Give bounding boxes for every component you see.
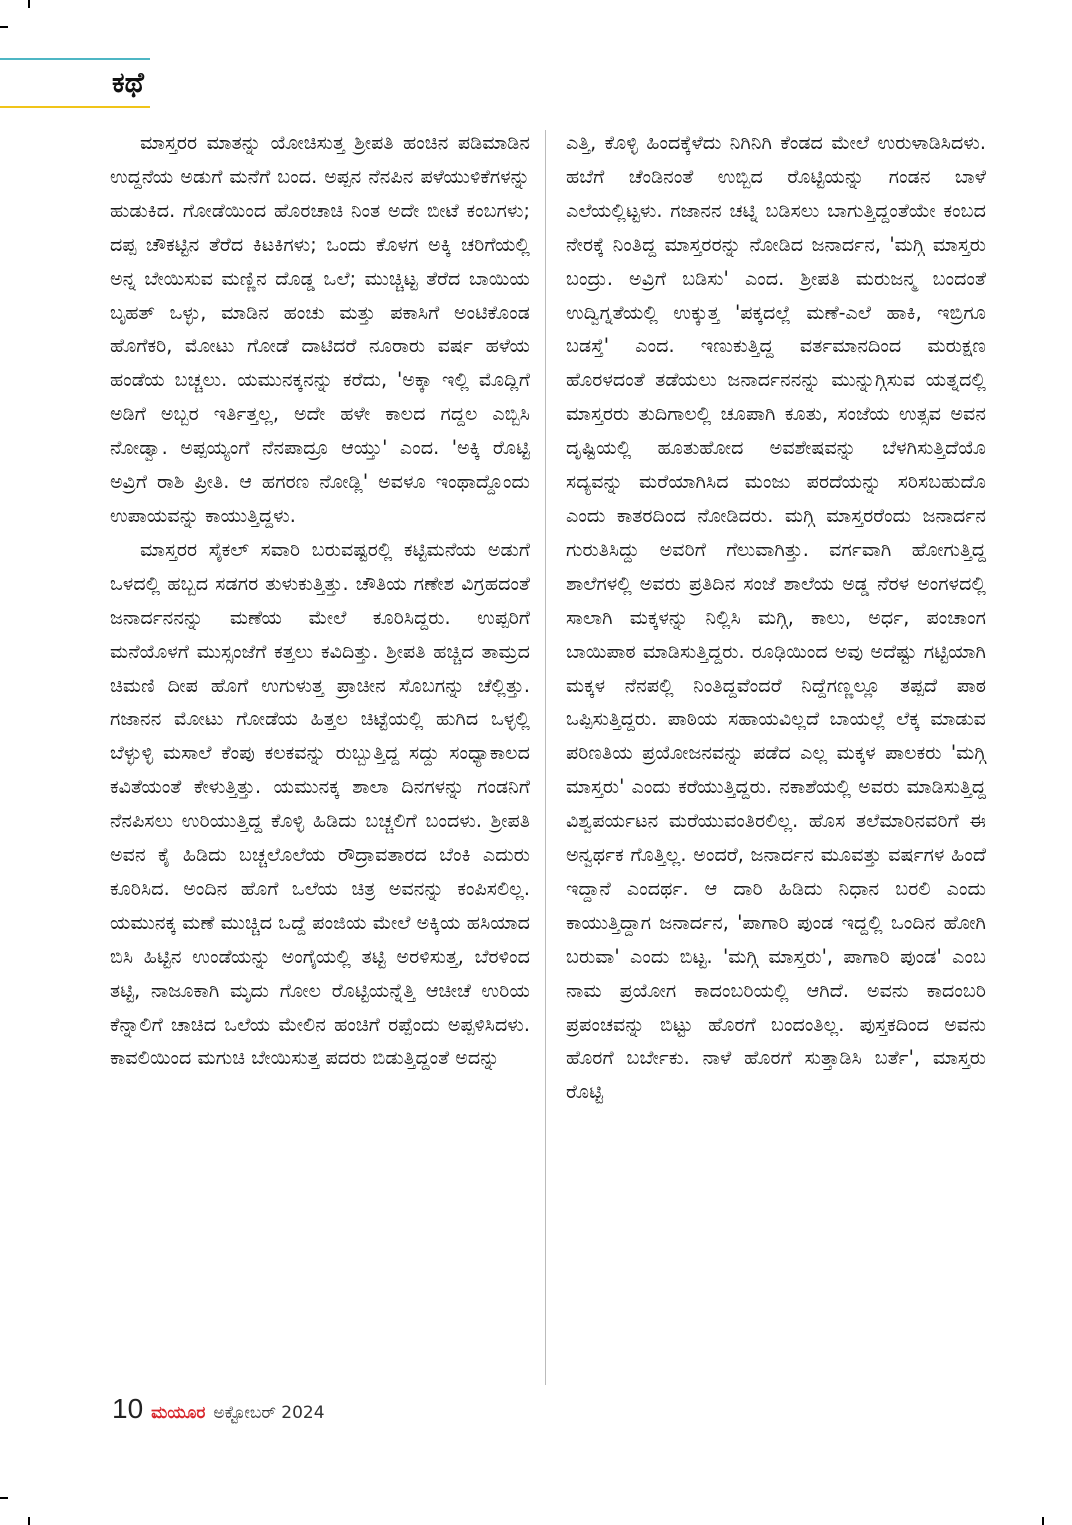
issue-date: ಅಕ್ಟೋಬರ್ 2024 bbox=[213, 1403, 325, 1423]
crop-mark-bottom-left-side bbox=[0, 1497, 8, 1499]
crop-mark-top-left bbox=[28, 0, 30, 8]
section-title: ಕಥೆ bbox=[112, 66, 144, 99]
column-divider bbox=[545, 130, 546, 1385]
left-column bbox=[110, 126, 530, 1075]
page-footer bbox=[112, 1393, 325, 1433]
crop-mark-bottom-right bbox=[1042, 1517, 1044, 1525]
section-header bbox=[0, 58, 150, 110]
crop-mark-top-left-side bbox=[0, 26, 8, 28]
paragraph: ಮಾಸ್ತರರ ಸೈಕಲ್ ಸವಾರಿ ಬರುವಷ್ಟರಲ್ಲಿ ಕಟ್ಟಿಮನೆಯ ಅಡುಗೆ ಒಳದಲ್ಲಿ ಹಬ್ಬದ ಸಡಗರ ತುಳುಕುತ್ತಿತ್ತು. ಚೌತಿಯ ಗಣೇಶ ವಿಗ್ರಹದಂತೆ ಜನಾರ್ದನನನ್ನು ಮಣೆಯ ಮೇಲೆ ಕೂರಿಸಿದ್ದರು. ಉಪ್ಪರಿಗೆ ಮನೆಯೊಳಗೆ ಮುಸ್ಸಂಜೆಗೆ ಕತ್ತಲು ಕವಿದಿತ್ತು. ಶ್ರೀಪತಿ ಹಚ್ಚಿದ ತಾಮ್ರದ ಚಿಮಣಿ ದೀಪ ಹೊಗೆ ಉಗುಳುತ್ತ ಪ್ರಾಚೀನ ಸೊಬಗನ್ನು ಚೆಲ್ಲಿತ್ತು. ಗಜಾನನ ಮೋಟು ಗೋಡೆಯ ಹಿತ್ತಲ ಚಿಟ್ಟೆಯಲ್ಲಿ ಹುಗಿದ ಒಳ್ಳಲ್ಲಿ ಬೆಳ್ಳುಳ್ಳಿ ಮಸಾಲೆ ಕೆಂಪು ಕಲಕವನ್ನು ರುಬ್ಬುತ್ತಿದ್ದ ಸದ್ದು ಸಂಧ್ಯಾಕಾಲದ ಕವಿತೆಯಂತೆ ಕೇಳುತ್ತಿತ್ತು. ಯಮುನಕ್ಕ ಶಾಲಾ ದಿನಗಳನ್ನು ಗಂಡನಿಗೆ ನೆನಪಿಸಲು ಉರಿಯುತ್ತಿದ್ದ ಕೊಳ್ಳಿ ಹಿಡಿದು ಬಚ್ಚಲಿಗೆ ಬಂದಳು. ಶ್ರೀಪತಿ ಅವನ ಕೈ ಹಿಡಿದು ಬಚ್ಚಲೊಲೆಯ ರೌದ್ರಾವತಾರದ ಬೆಂಕಿ ಎದುರು ಕೂರಿಸಿದ. ಅಂದಿನ ಹೊಗೆ ಒಲೆಯ ಚಿತ್ರ ಅವನನ್ನು ಕಂಪಿಸಲಿಲ್ಲ. ಯಮುನಕ್ಕ ಮಣೆ ಮುಚ್ಚಿದ ಒದ್ದೆ ಪಂಜಿಯ ಮೇಲೆ ಅಕ್ಕಿಯ ಹಸಿಯಾದ ಬಿಸಿ ಹಿಟ್ಟಿನ ಉಂಡೆಯನ್ನು ಅಂಗೈಯಲ್ಲಿ ತಟ್ಟಿ ಅರಳಿಸುತ್ತ, ಬೆರಳಿಂದ ತಟ್ಟಿ, ನಾಜೂಕಾಗಿ ಮೃದು ಗೋಲ ರೊಟ್ಟಿಯನ್ನೆತ್ತಿ ಆಚೀಚೆ ಉರಿಯ ಕೆನ್ನಾಲಿಗೆ ಚಾಚಿದ ಒಲೆಯ ಮೇಲಿನ ಹಂಚಿಗೆ ರಪ್ಪೆಂದು ಅಪ್ಪಳಿಸಿದಳು. ಕಾವಲಿಯಿಂದ ಮಗುಚಿ ಬೇಯಿಸುತ್ತ ಪದರು ಬಿಡುತ್ತಿದ್ದಂತೆ ಅದನ್ನು bbox=[110, 537, 530, 1070]
page-number: 10 bbox=[112, 1393, 144, 1424]
magazine-name: ಮಯೂರ bbox=[151, 1403, 206, 1423]
section-rule-top bbox=[0, 58, 150, 60]
paragraph: ಮಾಸ್ತರರ ಮಾತನ್ನು ಯೋಚಿಸುತ್ತ ಶ್ರೀಪತಿ ಹಂಚಿನ ಪಡಿಮಾಡಿನ ಉದ್ದನೆಯ ಅಡುಗೆ ಮನೆಗೆ ಬಂದ. ಅಪ್ಪನ ನೆನಪಿನ ಪಳೆಯುಳಿಕೆಗಳನ್ನು ಹುಡುಕಿದ. ಗೋಡೆಯಿಂದ ಹೊರಚಾಚಿ ನಿಂತ ಅದೇ ಬೀಟೆ ಕಂಬಗಳು; ದಪ್ಪ ಚೌಕಟ್ಟಿನ ತೆರೆದ ಕಿಟಕಿಗಳು; ಒಂದು ಕೊಳಗ ಅಕ್ಕಿ ಚರಿಗೆಯಲ್ಲಿ ಅನ್ನ ಬೇಯಿಸುವ ಮಣ್ಣಿನ ದೊಡ್ಡ ಒಲೆ; ಮುಚ್ಚಿಟ್ಟ ತೆರೆದ ಬಾಯಿಯ ಬೃಹತ್ ಒಳ್ಳು, ಮಾಡಿನ ಹಂಚು ಮತ್ತು ಪಕಾಸಿಗೆ ಅಂಟಿಕೊಂಡ ಹೊಗೆಕರಿ, ಮೋಟು ಗೋಡೆ ದಾಟಿದರೆ ನೂರಾರು ವರ್ಷ ಹಳೆಯ ಹಂಡೆಯ ಬಚ್ಚಲು. ಯಮುನಕ್ಕನನ್ನು ಕರೆದು, 'ಅಕ್ಕಾ ಇಲ್ಲಿ ಮೊದ್ಲಿಗೆ ಅಡಿಗೆ ಅಬ್ಬರ ಇರ್ತಿತ್ತಲ್ಲ, ಅದೇ ಹಳೇ ಕಾಲದ ಗದ್ದಲ ಎಬ್ಬಿಸಿ ನೋಡ್ವಾ. ಅಪ್ಪಯ್ಯಂಗೆ ನೆನಪಾದ್ರೂ ಆಯ್ತು' ಎಂದ. 'ಅಕ್ಕಿ ರೊಟ್ಟಿ ಅವ್ರಿಗೆ ರಾಶಿ ಪ್ರೀತಿ. ಆ ಹಗರಣ ನೋಡ್ಲಿ' ಅವಳೂ ಇಂಥಾದ್ದೊಂದು ಉಪಾಯವನ್ನು ಕಾಯುತ್ತಿದ್ದಳು. bbox=[110, 131, 530, 527]
section-rule-bottom bbox=[0, 106, 150, 108]
paragraph: ಎತ್ತಿ, ಕೊಳ್ಳಿ ಹಿಂದಕ್ಕೆಳೆದು ನಿಗಿನಿಗಿ ಕೆಂಡದ ಮೇಲೆ ಉರುಳಾಡಿಸಿದಳು. ಹಬೆಗೆ ಚೆಂಡಿನಂತೆ ಉಬ್ಬಿದ ರೊಟ್ಟಿಯನ್ನು ಗಂಡನ ಬಾಳೆ ಎಲೆಯಲ್ಲಿಟ್ಟಳು. ಗಜಾನನ ಚಟ್ನಿ ಬಡಿಸಲು ಬಾಗುತ್ತಿದ್ದಂತೆಯೇ ಕಂಬದ ನೇರಕ್ಕೆ ನಿಂತಿದ್ದ ಮಾಸ್ತರರನ್ನು ನೋಡಿದ ಜನಾರ್ದನ, 'ಮಗ್ಗಿ ಮಾಸ್ತರು ಬಂದ್ರು. ಅವ್ರಿಗೆ ಬಡಿಸು' ಎಂದ. ಶ್ರೀಪತಿ ಮರುಜನ್ಮ ಬಂದಂತೆ ಉದ್ವಿಗ್ನತೆಯಲ್ಲಿ ಉಕ್ಕುತ್ತ 'ಪಕ್ಕದಲ್ಲೆ ಮಣೆ-ಎಲೆ ಹಾಕಿ, ಇಬ್ರಿಗೂ ಬಡಸ್ತೆ' ಎಂದ. ಇಣುಕುತ್ತಿದ್ದ ವರ್ತಮಾನದಿಂದ ಮರುಕ್ಷಣ ಹೊರಳದಂತೆ ತಡೆಯಲು ಜನಾರ್ದನನನ್ನು ಮುನ್ನುಗ್ಗಿಸುವ ಯತ್ನದಲ್ಲಿ ಮಾಸ್ತರರು ತುದಿಗಾಲಲ್ಲಿ ಚೂಪಾಗಿ ಕೂತು, ಸಂಜೆಯ ಉತ್ಸವ ಅವನ ದೃಷ್ಟಿಯಲ್ಲಿ ಹೂತುಹೋದ ಅವಶೇಷವನ್ನು ಬೆಳಗಿಸುತ್ತಿದೆಯೊ ಸದ್ಯವನ್ನು ಮರೆಯಾಗಿಸಿದ ಮಂಜು ಪರದೆಯನ್ನು ಸರಿಸಬಹುದೊ ಎಂದು ಕಾತರದಿಂದ ನೋಡಿದರು. ಮಗ್ಗಿ ಮಾಸ್ತರರೆಂದು ಜನಾರ್ದನ ಗುರುತಿಸಿದ್ದು ಅವರಿಗೆ ಗೆಲುವಾಗಿತ್ತು. ವರ್ಗವಾಗಿ ಹೋಗುತ್ತಿದ್ದ ಶಾಲೆಗಳಲ್ಲಿ ಅವರು ಪ್ರತಿದಿನ ಸಂಜೆ ಶಾಲೆಯ ಅಡ್ಡ ನೆರಳ ಅಂಗಳದಲ್ಲಿ ಸಾಲಾಗಿ ಮಕ್ಕಳನ್ನು ನಿಲ್ಲಿಸಿ ಮಗ್ಗಿ, ಕಾಲು, ಅರ್ಧ, ಪಂಚಾಂಗ ಬಾಯಿಪಾಠ ಮಾಡಿಸುತ್ತಿದ್ದರು. ರೂಢಿಯಿಂದ ಅವು ಅದೆಷ್ಟು ಗಟ್ಟಿಯಾಗಿ ಮಕ್ಕಳ ನೆನಪಲ್ಲಿ ನಿಂತಿದ್ದವೆಂದರೆ ನಿದ್ದೆಗಣ್ಣಲ್ಲೂ ತಪ್ಪದೆ ಪಾಠ ಒಪ್ಪಿಸುತ್ತಿದ್ದರು. ಪಾಠಿಯ ಸಹಾಯವಿಲ್ಲದೆ ಬಾಯಲ್ಲೆ ಲೆಕ್ಕ ಮಾಡುವ ಪರಿಣತಿಯ ಪ್ರಯೋಜನವನ್ನು ಪಡೆದ ಎಲ್ಲ ಮಕ್ಕಳ ಪಾಲಕರು 'ಮಗ್ಗಿ ಮಾಸ್ತರು' ಎಂದು ಕರೆಯುತ್ತಿದ್ದರು. ನಕಾಶೆಯಲ್ಲಿ ಅವರು ಮಾಡಿಸುತ್ತಿದ್ದ ವಿಶ್ವಪರ್ಯಟನ ಮರೆಯುವಂತಿರಲಿಲ್ಲ. ಹೊಸ ತಲೆಮಾರಿನವರಿಗೆ ಈ ಅನ್ವರ್ಥಕ ಗೊತ್ತಿಲ್ಲ. ಅಂದರೆ, ಜನಾರ್ದನ ಮೂವತ್ತು ವರ್ಷಗಳ ಹಿಂದೆ ಇದ್ದಾನೆ ಎಂದರ್ಥ. ಆ ದಾರಿ ಹಿಡಿದು ನಿಧಾನ ಬರಲಿ ಎಂದು ಕಾಯುತ್ತಿದ್ದಾಗ ಜನಾರ್ದನ, 'ಪಾಗಾರಿ ಪುಂಡ ಇದ್ದಲ್ಲಿ ಒಂದಿನ ಹೋಗಿ ಬರುವಾ' ಎಂದು ಬಿಟ್ಟ. 'ಮಗ್ಗಿ ಮಾಸ್ತರು', ಪಾಗಾರಿ ಪುಂಡ' ಎಂಬ ನಾಮ ಪ್ರಯೋಗ ಕಾದಂಬರಿಯಲ್ಲಿ ಆಗಿದೆ. ಅವನು ಕಾದಂಬರಿ ಪ್ರಪಂಚವನ್ನು ಬಿಟ್ಟು ಹೊರಗೆ ಬಂದಂತಿಲ್ಲ. ಪುಸ್ತಕದಿಂದ ಅವನು ಹೊರಗೆ ಬರ್ಬೇಕು. ನಾಳೆ ಹೊರಗೆ ಸುತ್ತಾಡಿಸಿ ಬರ್ತೆ', ಮಾಸ್ತರು ರೊಟ್ಟಿ bbox=[566, 131, 986, 1104]
crop-mark-bottom-left bbox=[28, 1517, 30, 1525]
right-column bbox=[566, 126, 986, 1109]
